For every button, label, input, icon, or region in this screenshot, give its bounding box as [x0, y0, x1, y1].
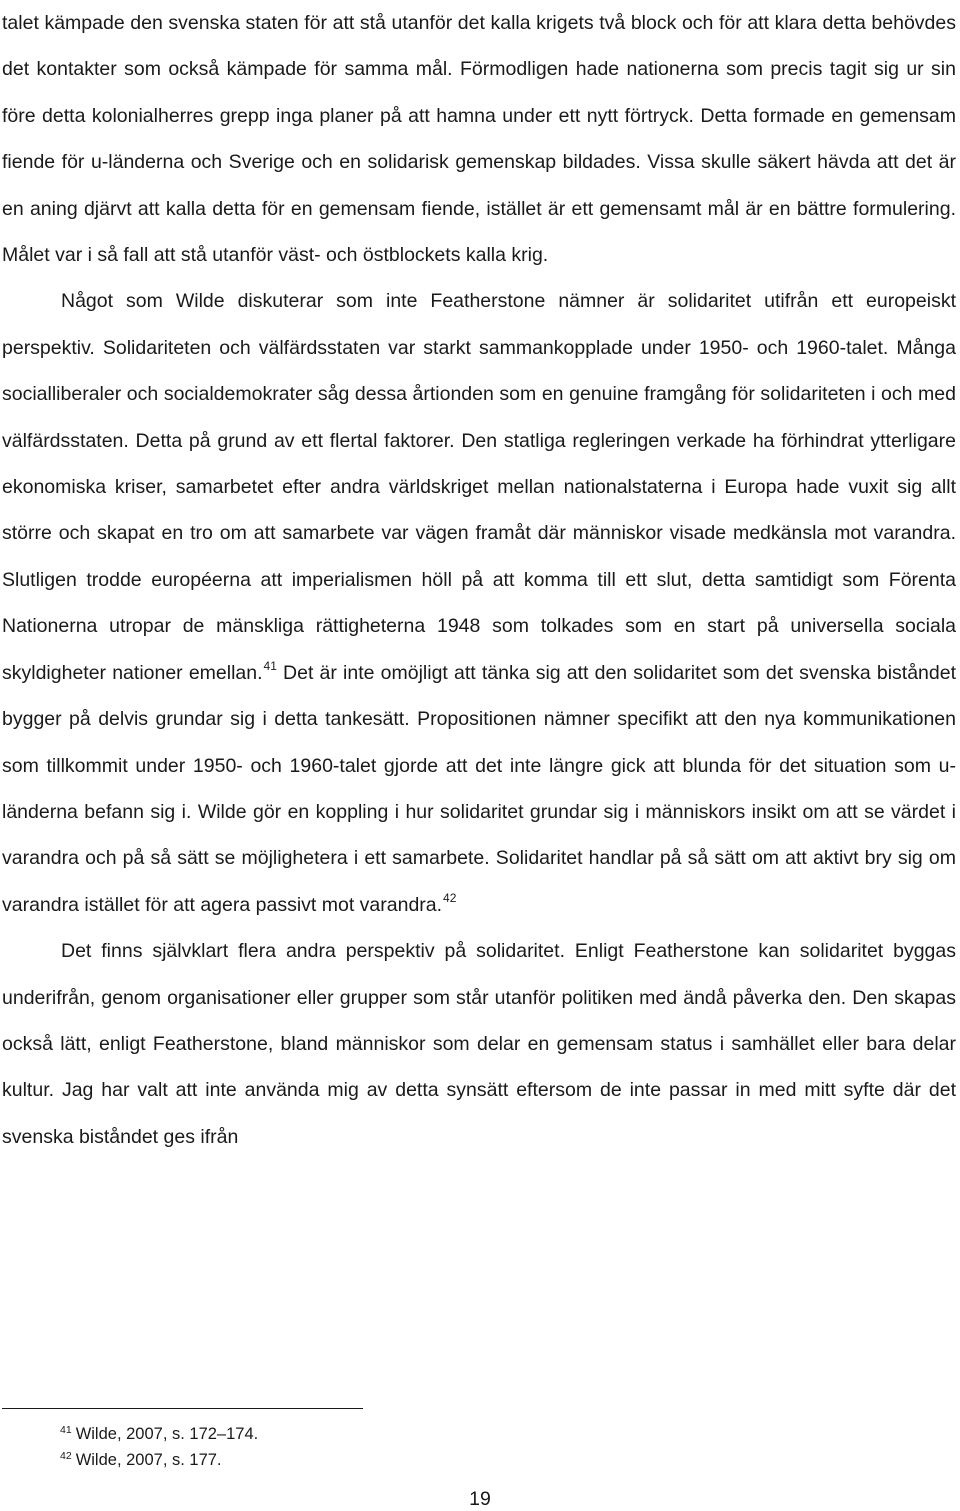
- paragraph: [2, 278, 956, 928]
- footnote-text: Wilde, 2007, s. 172–174.: [75, 1425, 259, 1443]
- footnote-text: Wilde, 2007, s. 177.: [75, 1451, 222, 1469]
- paragraph-text: Det finns självklart flera andra perspektiv på solidaritet. Enligt Featherstone kan solidaritet byggas underifrån, genom organisationer eller grupper som står utanför politiken med ändå påverka den. Den skapas också lätt, enligt Featherstone, bland människor som delar en gemensam status i samhället eller bara delar kultur. Jag har valt att inte använda mig av detta synsätt eftersom de inte passar in med mitt syfte där det svenska biståndet ges ifrån: [2, 940, 956, 1148]
- footnote-reference[interactable]: 41: [263, 658, 277, 673]
- footnote-number: 41: [60, 1424, 72, 1436]
- footnote-reference[interactable]: 42: [443, 890, 457, 905]
- body-text: [2, 0, 956, 1160]
- paragraph-text: Det är inte omöjligt att tänka sig att den solidaritet som det svenska biståndet bygger på delvis grundar sig i detta tankesätt. Propositionen nämner specifikt att den nya kommunikationen som tillkommit under 1950- och 1960-talet gjorde att det inte längre gick att blunda för det situation som u-länderna befann sig i. Wilde gör en koppling i hur solidaritet grundar sig i människors insikt om att se värdet i varandra och på så sätt se möjlighetera i ett samarbete. Solidaritet handlar på så sätt om att aktivt bry sig om varandra istället för att agera passivt mot varandra.: [2, 661, 956, 916]
- paragraph-text: Något som Wilde diskuterar som inte Featherstone nämner är solidaritet utifrån ett europeiskt perspektiv. Solidariteten och välfärdsstaten var starkt sammankopplade under 1950- och 1960-talet. Många socialliberaler och socialdemokrater såg dessa årtionden som en genuine framgång för solidariteten i och med välfärdsstaten. Detta på grund av ett flertal faktorer. Den statliga regleringen verkade ha förhindrat ytterligare ekonomiska kriser, samarbetet efter andra världskriget mellan nationalstaterna i Europa hade vuxit sig allt större och skapat en tro om att samarbete var vägen framåt där människor visade medkänsla mot varandra. Slutligen trodde européerna att imperialismen höll på att komma till ett slut, detta samtidigt som Förenta Nationerna utropar de mänskliga rättigheterna 1948 som tolkades som en start på universella sociala skyldigheter nationer emellan.: [2, 290, 956, 684]
- paragraph-text: talet kämpade den svenska staten för att stå utanför det kalla krigets två block och för att klara detta behövdes det kontakter som också kämpade för samma mål. Förmodligen hade nationerna som precis tagit sig ur sin före detta kolonialherres grepp inga planer på att hamna under ett nytt förtryck. Detta formade en gemensam fiende för u-länderna och Sverige och en solidarisk gemenskap bildades. Vissa skulle säkert hävda att det är en aning djärvt att kalla detta för en gemensam fiende, istället är ett gemensamt mål är en bättre formulering. Målet var i så fall att stå utanför väst- och östblockets kalla krig.: [2, 12, 956, 267]
- footnote: [60, 1421, 258, 1447]
- paragraph: [2, 0, 956, 278]
- footnote: [60, 1447, 258, 1473]
- footnotes: [60, 1421, 258, 1473]
- page-number: 19: [469, 1488, 491, 1510]
- paragraph: [2, 928, 956, 1160]
- footnote-separator: [2, 1408, 363, 1409]
- footnote-number: 42: [60, 1450, 72, 1462]
